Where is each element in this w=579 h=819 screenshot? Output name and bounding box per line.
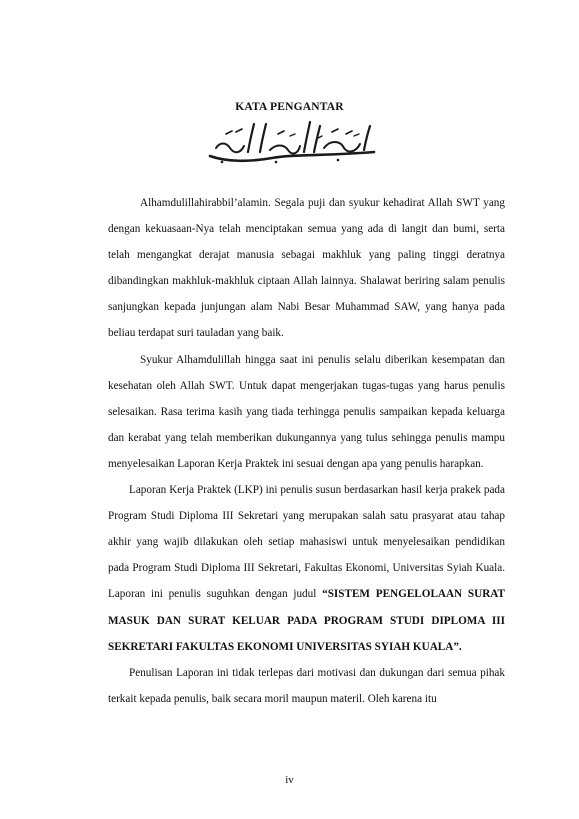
paragraph-3 <box>108 477 505 660</box>
report-title: “SISTEM PENGELOLAAN SURAT MASUK DAN SURAT KELUAR PADA PROGRAM STUDI DIPLOMA III SEKRETARI FAKULTAS EKONOMI UNIVERSITAS SYIAH KUALA”. <box>108 588 505 653</box>
basmalah-calligraphy-icon <box>206 118 378 166</box>
paragraph-3-text: Laporan Kerja Praktek (LKP) ini penulis susun berdasarkan hasil kerja prakek pada Program Studi Diploma III Sekretari yang merupakan salah satu prasyarat atau tahap akhir yang wajib dilakukan oleh setiap mahasiswi untuk menyelesaikan pendidikan pada Program Studi Diploma III Sekretari, Fakultas Ekonomi, Universitas Syiah Kuala. Laporan ini penulis suguhkan dengan judul <box>108 484 505 601</box>
body-text <box>108 190 505 712</box>
page-number: iv <box>285 774 294 786</box>
paragraph-1: Alhamdulillahirabbil’alamin. Segala puji dan syukur kehadirat Allah SWT yang dengan kekuasaan-Nya telah menciptakan semua yang ada di langit dan bumi, serta telah mengangkat derajat manusia sebagai makhluk yang paling tinggi deratnya dibandingkan makhluk-makhluk ciptaan Allah lainnya. Shalawat beriring salam penulis sanjungkan kepada junjungan alam Nabi Besar Muhammad SAW, yang hanya pada beliau terdapat suri tauladan yang baik. <box>108 197 505 340</box>
paragraph-4: Penulisan Laporan ini tidak terlepas dari motivasi dan dukungan dari semua pihak terkait kepada penulis, baik secara moril maupun materil. Oleh karena itu <box>108 666 505 705</box>
page-title: KATA PENGANTAR <box>235 101 344 113</box>
paragraph-2: Syukur Alhamdulillah hingga saat ini penulis selalu diberikan kesempatan dan kesehatan oleh Allah SWT. Untuk dapat mengerjakan tugas-tugas yang harus penulis selesaikan. Rasa terima kasih yang tiada terhingga penulis sampaikan kepada keluarga dan kerabat yang telah memberikan dukungannya yang tulus sehingga penulis mampu menyelesaikan Laporan Kerja Praktek ini sesuai dengan apa yang penulis harapkan. <box>108 353 505 470</box>
